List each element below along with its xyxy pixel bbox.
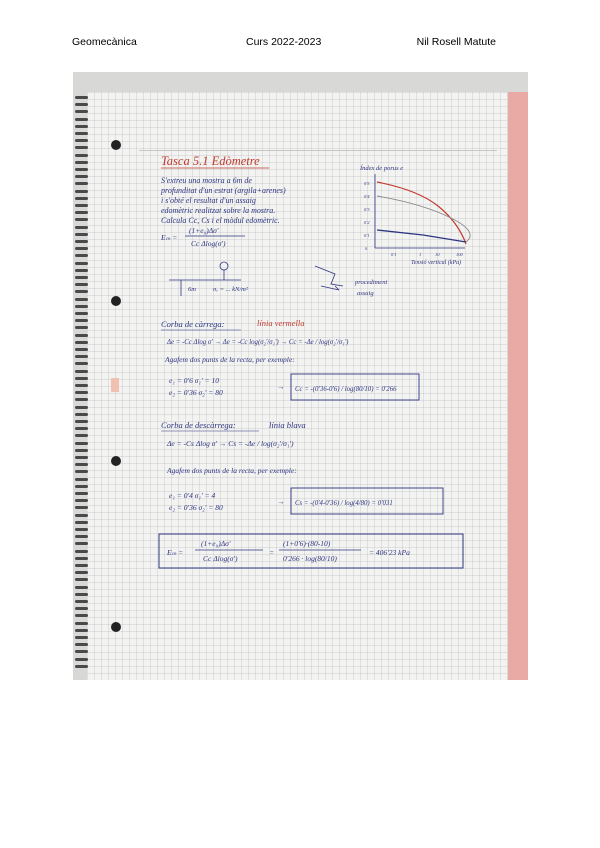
unloading-note: línia blava xyxy=(269,420,306,430)
graph-xtick: 0'1 xyxy=(391,252,397,257)
final-result: = 406'23 kPa xyxy=(369,548,410,557)
final-num2: (1+0'6)·(80-10) xyxy=(283,539,331,548)
unloading-curve xyxy=(377,230,466,242)
unloading-formula: Δe = -Cs Δlog σ' → Cs = -Δe / log(σ₂'/σ₁') xyxy=(167,439,294,448)
em-num: (1+e₀)Δσ' xyxy=(189,226,219,235)
graph-xtick: 10 xyxy=(435,252,440,257)
em-lhs: Eₘ = xyxy=(161,233,178,242)
graph-ytick: 0'4 xyxy=(364,194,370,199)
graph-ytick: 0'3 xyxy=(364,207,370,212)
graph-xlabel: Tensió vertical (kPa) xyxy=(411,260,462,266)
loading-points-intro: Agafem dos punts de la recta, per exemple: xyxy=(165,355,295,364)
graph-ytick: 0'1 xyxy=(364,233,370,238)
equals-sign: = xyxy=(269,548,275,557)
profile-stress: σᵥ = ... kN/m² xyxy=(213,286,248,293)
em-den: Cc Δlog(σ') xyxy=(191,239,226,248)
graph-ytick: 0'2 xyxy=(364,220,370,225)
doc-header-subject: Geomecànica xyxy=(72,36,137,48)
doc-header-author: Nil Rosell Matute xyxy=(416,36,496,48)
graph-xtick: 100 xyxy=(456,252,463,257)
intro-line: Calcula Cc, Cs i el mòdul edomètric. xyxy=(161,216,280,225)
intro-line: profunditat d'un estrat (argila+arenes) xyxy=(161,186,286,195)
unloading-arrow: → xyxy=(277,497,285,506)
loading-formula: Δe = -Cc Δlog σ' → Δe = -Cc log(σ₂'/σ₁') → Cc = -Δe / log(σ₂'/σ₁') xyxy=(167,339,349,346)
intro-line: i s'obté el resultat d'un assaig xyxy=(161,196,256,205)
graph-ytick: 0 xyxy=(365,246,368,251)
unloading-point: e₂ = 0'36 σ₂' = 80 xyxy=(169,503,223,512)
loading-note: línia vermella xyxy=(257,318,305,328)
procedure-label: procediment xyxy=(355,279,388,286)
loading-point: e₁ = 0'6 σ₁' = 10 xyxy=(169,376,219,385)
graph-ytick: 0'5 xyxy=(364,181,370,186)
unloading-heading: Corba de descàrrega: xyxy=(161,420,236,430)
final-num1: (1+e₀)Δσ' xyxy=(201,539,231,548)
notes-title: Tasca 5.1 Edòmetre xyxy=(161,154,260,168)
profile-depth: 6m xyxy=(188,286,196,293)
graph-ylabel: Índex de porus e xyxy=(360,165,404,172)
unloading-point: e₁ = 0'4 σ₁' = 4 xyxy=(169,491,216,500)
final-den1: Cc Δlog(σ') xyxy=(203,554,238,563)
compression-graph xyxy=(359,164,470,266)
final-den2: 0'266 · log(80/10) xyxy=(283,554,337,563)
notebook-photo xyxy=(73,72,528,680)
procedure-label: assaig xyxy=(357,290,374,297)
handwritten-notes xyxy=(73,72,528,680)
intro-line: edomètric realitzat sobre la mostra. xyxy=(161,206,276,215)
unloading-points-intro: Agafem dos punts de la recta, per exemple: xyxy=(167,466,297,475)
cs-result: Cs = -(0'4-0'36) / log(4/80) = 0'031 xyxy=(295,500,393,507)
intro-line: S'extreu una mostra a 6m de xyxy=(161,176,252,185)
loading-arrow: → xyxy=(277,382,285,391)
loading-point: e₂ = 0'36 σ₂' = 80 xyxy=(169,388,223,397)
cc-result: Cc = -(0'36-0'6) / log(80/10) = 0'266 xyxy=(295,386,397,393)
doc-header-course: Curs 2022-2023 xyxy=(246,36,322,48)
loading-heading: Corba de càrrega: xyxy=(161,319,225,329)
final-lhs: Eₘ = xyxy=(167,548,184,557)
graph-xtick: 1 xyxy=(419,252,422,257)
